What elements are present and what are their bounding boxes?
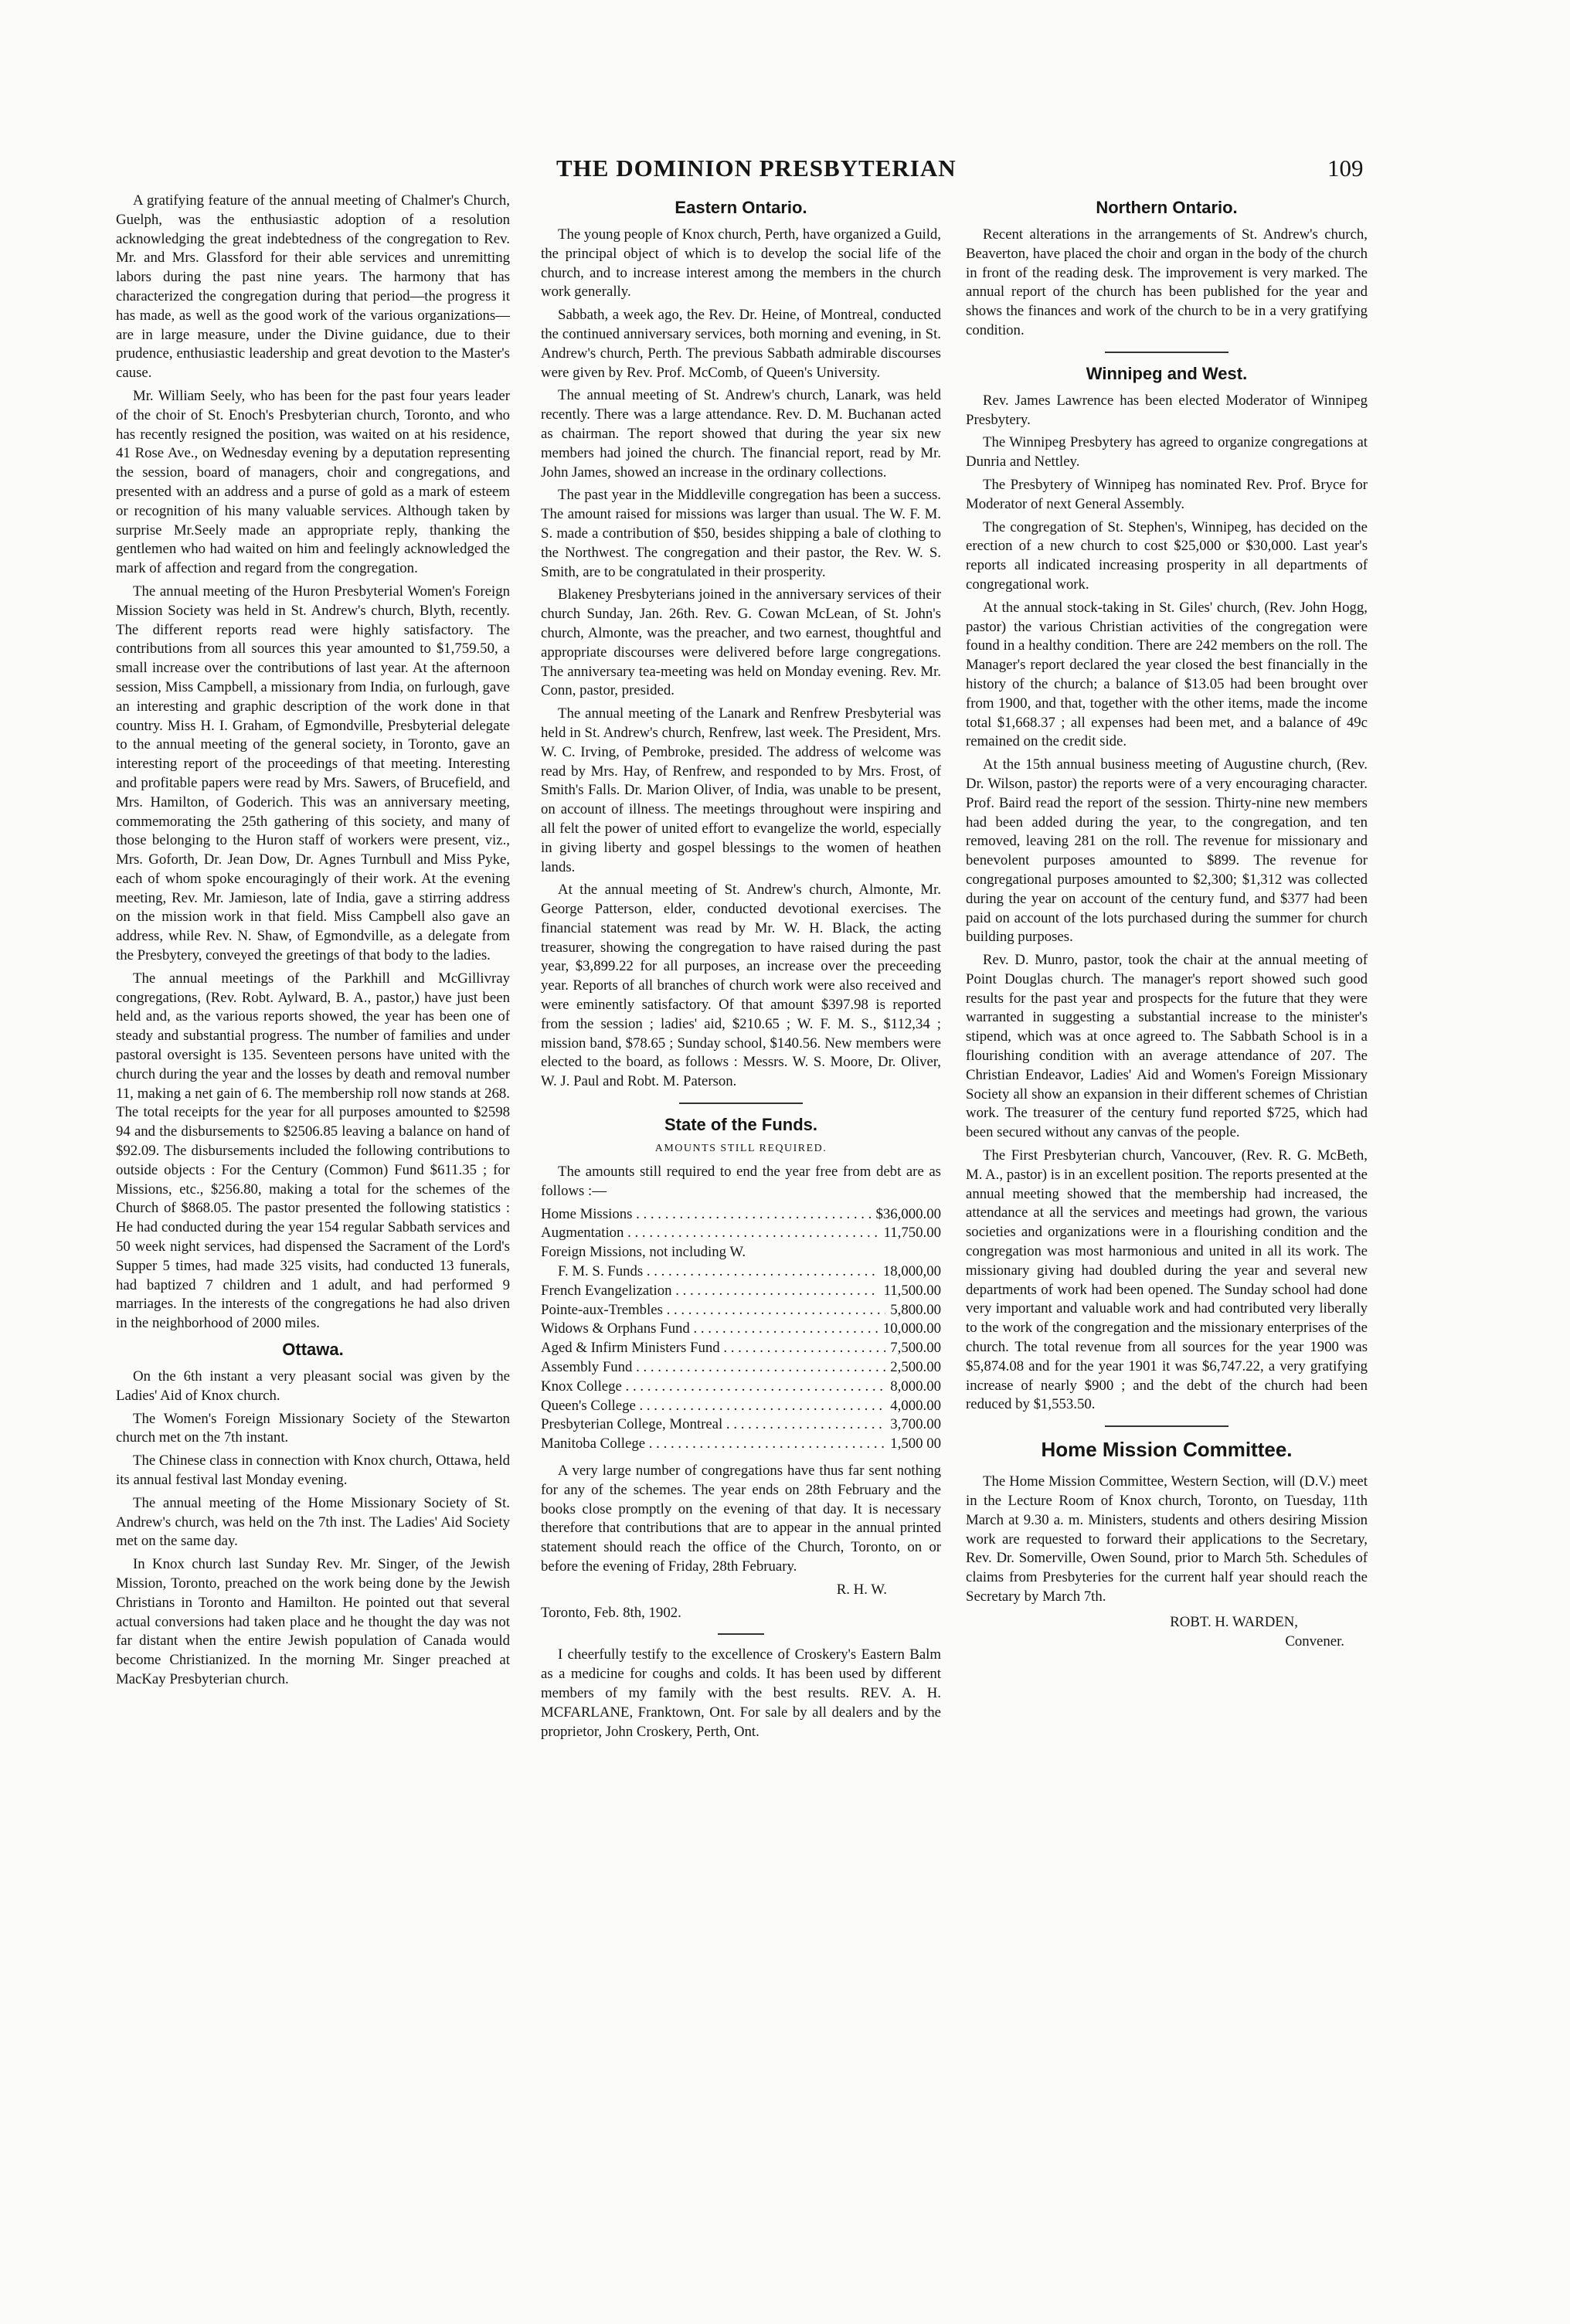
page-header (0, 155, 1570, 193)
page-number: 109 (1327, 155, 1364, 182)
fund-amount: 5,800.00 (890, 1301, 941, 1318)
funds-row (541, 1415, 941, 1435)
section-divider (1105, 352, 1228, 353)
fund-amount: 3,700.00 (890, 1416, 941, 1433)
article-paragraph: On the 6th instant a very pleasant social was given by the Ladies' Aid of Knox church. (116, 1368, 510, 1404)
funds-subheading: AMOUNTS STILL REQUIRED. (654, 1143, 827, 1155)
article-paragraph: The Home Mission Committee, Western Section, will (D.V.) meet in the Lecture Room of Knox church, Toronto, on Tuesday, 11th March at 9.30 a. m. Ministers, students and others desiring Mission work are requested to forward their applications to the Secretary, Rev. Dr. Somerville, Owen Sound, prior to March 5th. Schedules of claims from Presbyteries for the current half year should reach the Secretary by March 7th. (966, 1473, 1368, 1605)
column-2 (541, 192, 941, 2185)
fund-label: Pointe-aux-Trembles . . . (541, 1301, 885, 1320)
fund-amount: 11,500.00 (883, 1282, 941, 1299)
column-1 (116, 192, 510, 2185)
advertisement-text: I cheerfully testify to the excellence of Croskery's Eastern Balm as a medicine for coughs and colds. It has been used by different members of my family with the best results. REV. A. H. MCFARLANE, Franktown, Ont. For sale by all dealers and by the proprietor, John Croskery, Perth, Ont. (541, 1646, 941, 1740)
article-paragraph: The congregation of St. Stephen's, Winnipeg, has decided on the erection of a new church to cost $25,000 or $30,000. Last year's reports all indicated increasing prosperity in all departments of congregational work. (966, 518, 1368, 593)
article-paragraph: The Chinese class in connection with Knox church, Ottawa, held its annual festival last Monday evening. (116, 1452, 510, 1488)
fund-label: Manitoba College . . . (541, 1435, 885, 1454)
fund-label: Widows & Orphans Fund . . . (541, 1320, 878, 1339)
funds-row (541, 1205, 941, 1225)
funds-row (541, 1301, 941, 1320)
funds-dateline: Toronto, Feb. 8th, 1902. (541, 1604, 681, 1621)
funds-row (541, 1262, 941, 1282)
fund-amount (746, 1243, 750, 1262)
fund-label: Augmentation . . . (541, 1224, 879, 1243)
section-heading-northern-ontario: Northern Ontario. (1096, 198, 1238, 217)
article-paragraph: Rev. D. Munro, pastor, took the chair at the annual meeting of Point Douglas church. The manager's report showed such good results for the past year and prospects for the future that they were warranted in suggesting a substantial increase to the minister's stipend, which was at once agreed to. The Sabbath School is in a flourishing condition with an average attendance of 207. The Christian Endeavor, Ladies' Aid and Women's Foreign Missionary Society all show an expansion in their different schemes of Christian work. The treasurer of the century fund reported $725, which had been secured without any canvas of the people. (966, 952, 1368, 1141)
fund-label: Home Missions . . . (541, 1205, 871, 1225)
funds-row (541, 1320, 941, 1339)
fund-amount: 4,000.00 (890, 1397, 941, 1414)
section-heading-state-of-funds: State of the Funds. (664, 1115, 817, 1135)
funds-intro: The amounts still required to end the year free from debt are as follows :— (541, 1164, 941, 1199)
fund-amount: $36,000.00 (875, 1205, 941, 1222)
fund-amount: 10,000.00 (882, 1320, 941, 1337)
article-paragraph: The Winnipeg Presbytery has agreed to organize congregations at Dunria and Nettley. (966, 434, 1368, 471)
section-heading-home-mission: Home Mission Committee. (1041, 1438, 1293, 1462)
funds-table (541, 1205, 941, 1454)
article-paragraph: Blakeney Presbyterians joined in the anniversary services of their church Sunday, Jan. 26th. Rev. G. Cowan McLean, of St. John's church, Almonte, was the preacher, and two earnest, thoughtful and appropriate discourses were delivered before large congregations. The anniversary tea-meeting was held on Monday evening. Rev. Mr. Conn, pastor, presided. (541, 586, 941, 699)
section-divider (1105, 1425, 1228, 1427)
article-paragraph: The Presbytery of Winnipeg has nominated Rev. Prof. Bryce for Moderator of next General Assembly. (966, 476, 1368, 512)
funds-row (541, 1378, 941, 1397)
funds-row (541, 1358, 941, 1378)
article-paragraph: Rev. James Lawrence has been elected Moderator of Winnipeg Presbytery. (966, 392, 1368, 428)
funds-row (541, 1224, 941, 1243)
article-paragraph: In Knox church last Sunday Rev. Mr. Singer, of the Jewish Mission, Toronto, preached on the work being done by the Jewish Christians in Toronto and Hamilton. He pointed out that several actual conversions had taken place and he thought the day was not far distant when the entire Jewish population of Canada would become Christianized. In the morning Mr. Singer preached at MacKay Presbyterian church. (116, 1556, 510, 1687)
signature-block (966, 1613, 1368, 1652)
fund-amount: 2,500.00 (890, 1359, 941, 1376)
fund-label: Queen's College . . . (541, 1397, 885, 1416)
section-divider (679, 1103, 803, 1104)
article-paragraph: Sabbath, a week ago, the Rev. Dr. Heine, of Montreal, conducted the continued anniversary services, both morning and evening, in St. Andrew's church, Perth. The previous Sabbath admirable discourses were given by Rev. Prof. McComb, of Queen's University. (541, 307, 941, 381)
funds-row (541, 1282, 941, 1301)
funds-initials: R. H. W. (836, 1581, 887, 1598)
fund-label: F. M. S. Funds . . . (541, 1262, 878, 1282)
article-paragraph: The annual meeting of St. Andrew's church, Lanark, was held recently. There was a large attendance. Rev. D. M. Buchanan acted as chairman. The report showed that during the year six new members had joined the church. The financial report, read by Mr. John James, showed an increase in the ordinary collections. (541, 387, 941, 481)
fund-label: Assembly Fund . . . (541, 1358, 885, 1378)
section-heading-eastern-ontario: Eastern Ontario. (675, 198, 807, 217)
funds-row (541, 1435, 941, 1454)
fund-amount: 18,000,00 (882, 1263, 941, 1280)
signature-name: ROBT. H. WARDEN, (1170, 1613, 1298, 1630)
article-paragraph: Recent alterations in the arrangements of St. Andrew's church, Beaverton, have placed the choir and organ in the body of the church in front of the reading desk. The improvement is very marked. The annual report of the church has been published for the year and shows the finances and work of the church to be in a very gratifying condition. (966, 226, 1368, 338)
funds-row (541, 1339, 941, 1358)
article-paragraph: A gratifying feature of the annual meeting of Chalmer's Church, Guelph, was the enthusiastic adoption of a resolution acknowledging the great indebtedness of the congregation to Rev. Mr. and Mrs. Glassford for their able services and unremitting labors during the past nine years. The harmony that has characterized the congregation during that period—the progress it has made, as well as the good work of the various organizations—are in large measure, under the Divine guidance, due to their prudence, enthusiastic leadership and great devotion to the Master's cause. (116, 192, 510, 382)
article-paragraph: Mr. William Seely, who has been for the past four years leader of the choir of St. Enoch's Presbyterian church, Toronto, and who has recently resigned the position, was waited on at his residence, 41 Rose Ave., on Wednesday evening by a deputation representing the session, board of managers, choir and congregations, and presented with an address and a purse of gold as a mark of esteem or recognition of his many valuable services. Although taken by surprise Mr.Seely made an appropriate reply, thanking the gentlemen who had waited on him and feelingly acknowledged the mark of affection and regard from the congregation. (116, 387, 510, 577)
article-paragraph: At the 15th annual business meeting of Augustine church, (Rev. Dr. Wilson, pastor) the reports were of a very encouraging character. Prof. Baird read the report of the session. Thirty-nine new members had been added during the year, to the congregation, and ten removed, leaving 281 on the roll. The revenue for missionary and benevolent purposes amounted to $899. The revenue for congregational purposes amounted to $2,300; $1,312 was collected during the year on account of the century fund, and $377 had been paid on account of the lots purchased during the summer for church building purposes. (966, 756, 1368, 946)
running-title: THE DOMINION PRESBYTERIAN (556, 155, 957, 182)
article-paragraph: At the annual stock-taking in St. Giles' church, (Rev. John Hogg, pastor) the various Christian activities of the congregation were found in a healthy condition. There are 242 members on the roll. The Manager's report declared the year closed the best financially in the history of the church; a balance of $13.05 had been brought over from 1900, and that, together with the other items, made the income total $1,668.37 ; all expenses had been met, and a balance of 49c remained on the credit side. (966, 599, 1368, 750)
article-paragraph: The annual meeting of the Lanark and Renfrew Presbyterial was held in St. Andrew's church, Renfrew, last week. The President, Mrs. W. C. Irving, of Pembroke, presided. The address of welcome was read by Mrs. Hay, of Renfrew, and responded to by Mrs. Frost, of Smith's Falls. Dr. Marion Oliver, of India, was unable to be present, on account of illness. The meetings throughout were inspiring and all felt the power of united effort to evangelize the world, especially in giving liberty and gospel blessings to the women of heathen lands. (541, 705, 941, 875)
funds-closing: A very large number of congregations have thus far sent nothing for any of the schemes. The year ends on 28th February and the books close promptly on the evening of that day. It is necessary therefore that contributions that are to appear in the annual printed statement should reach the office of the Church, Toronto, on or before the evening of Friday, 28th February. (541, 1463, 941, 1575)
article-paragraph: The past year in the Middleville congregation has been a success. The amount raised for missions was larger than usual. The W. F. M. S. made a contribution of $50, besides shipping a bale of clothing to the Northwest. The congregation and their pastor, the Rev. W. S. Smith, are to be congratulated in their prosperity. (541, 487, 941, 580)
fund-label: Foreign Missions, not including W. (541, 1244, 746, 1261)
article-paragraph: The annual meeting of the Home Missionary Society of St. Andrew's church, was held on the 7th inst. The Ladies' Aid Society met on the same day. (116, 1494, 510, 1550)
article-paragraph: The young people of Knox church, Perth, have organized a Guild, the principal object of which is to develop the social life of the church, and to increase interest among the members in the church work generally. (541, 226, 941, 301)
fund-label: Presbyterian College, Montreal . . . (541, 1415, 885, 1435)
fund-amount: 7,500.00 (890, 1340, 941, 1357)
section-heading-winnipeg-west: Winnipeg and West. (1086, 363, 1248, 383)
article-paragraph: The annual meetings of the Parkhill and McGillivray congregations, (Rev. Robt. Aylward, B. A., pastor,) have just been held and, as the various reports showed, the year has been one of steady and substantial progress. The number of families and under pastoral oversight is 135. Seventeen persons have united with the church during the year and the losses by death and removal number 11, making a net gain of 6. The membership roll now stands at 268. The total receipts for the year for all purposes amounted to $2598 94 and the disbursements to $2506.85 leaving a balance on hand of $92.09. The disbursements included the following contributions to outside objects : For the Century (Common) Fund $611.35 ; for Missions, etc., $256.80, making a total for the schemes of the Church of $868.05. The pastor presented the following statistics : He had conducted during the year 154 regular Sabbath services and 50 week night services, had dispensed the Sacrament of the Lord's Supper 5 times, had made 325 visits, had conducted 13 funerals, had baptized 7 children and 1 adult, and had performed 9 marriages. In the interests of the congregations he had also driven in the neighborhood of 2000 miles. (116, 970, 510, 1332)
article-paragraph: The Women's Foreign Missionary Society of the Stewarton church met on the 7th instant. (116, 1410, 510, 1446)
column-3 (966, 192, 1368, 2185)
fund-label: French Evangelization . . . (541, 1282, 879, 1301)
fund-label: Aged & Infirm Ministers Fund . . . (541, 1339, 885, 1358)
fund-amount: 1,500 00 (890, 1436, 941, 1452)
signature-title: Convener. (1285, 1633, 1344, 1650)
section-divider (718, 1633, 764, 1635)
funds-row (541, 1397, 941, 1416)
fund-amount: 8,000.00 (890, 1378, 941, 1395)
article-paragraph: The First Presbyterian church, Vancouver, (Rev. R. G. McBeth, M. A., pastor) is in an excellent position. The reports presented at the annual meeting showed that the membership had increased, the attendance at all the services and meetings had grown, the various societies and organizations were in a flourishing condition and the congregation was most harmonious and united in all its work. The missionary giving had doubled during the year and several new departments of work had been opened. The Sunday school had done very important and valuable work and had contributed very liberally to the work of the congregation and the missionary enterprises of the church. The total revenue from all sources for the year 1900 was $5,874.08 and for the year 1901 it was $6,747.22, a very gratifying increase of nearly $900 ; and the debt of the church had been reduced by $1,553.50. (966, 1147, 1368, 1413)
funds-row (541, 1243, 941, 1262)
article-paragraph: The annual meeting of the Huron Presbyterial Women's Foreign Mission Society was held in St. Andrew's church, Blyth, recently. The different reports read were highly satisfactory. The contributions from all sources this year amounted to $1,759.50, a small increase over the contributions of last year. At the afternoon session, Miss Campbell, a missionary from India, on furlough, gave an interesting and graphic description of the work done in that country. Miss H. I. Graham, of Egmondville, Presbyterial delegate to the annual meeting of the general society, in Toronto, gave an interesting report of the proceedings of that meeting. Interesting and profitable papers were read by Mrs. Sawers, of Brucefield, and Mrs. Hamilton, of Goderich. This was an anniversary meeting, commemorating the 25th gathering of this society, and many of those belonging to the Huron staff of workers were present, viz., Mrs. Goforth, Dr. Jean Dow, Dr. Agnes Turnbull and Miss Pyke, each of whom spoke encouragingly of their work. At the evening meeting, Rev. Mr. Jamieson, late of India, gave a stirring address on the mission work in that field. Miss Campbell also gave an address, while Rev. N. Shaw, of Egmondville, as a delegate from the Presbytery, conveyed the greetings of that body to the ladies. (116, 583, 510, 964)
fund-label: Knox College . . . (541, 1378, 885, 1397)
fund-amount: 11,750.00 (883, 1225, 941, 1242)
article-paragraph: At the annual meeting of St. Andrew's church, Almonte, Mr. George Patterson, elder, conducted devotional exercises. The financial statement was read by Mr. W. H. Black, the acting treasurer, showing the congregation to have raised during the past year, $3,899.22 for all purposes, an increase over the preceeding year. Reports of all branches of church work were also received and were eminently satisfactory. Of that amount $397.98 is reported from the session ; ladies' aid, $210.65 ; W. F. M. S., $112,34 ; mission band, $78.65 ; Sunday school, $140.56. New members were elected to the board, as follows : Messrs. W. S. Moore, Dr. Oliver, W. J. Paul and Robt. M. Paterson. (541, 882, 941, 1090)
section-heading-ottawa: Ottawa. (282, 1340, 344, 1360)
